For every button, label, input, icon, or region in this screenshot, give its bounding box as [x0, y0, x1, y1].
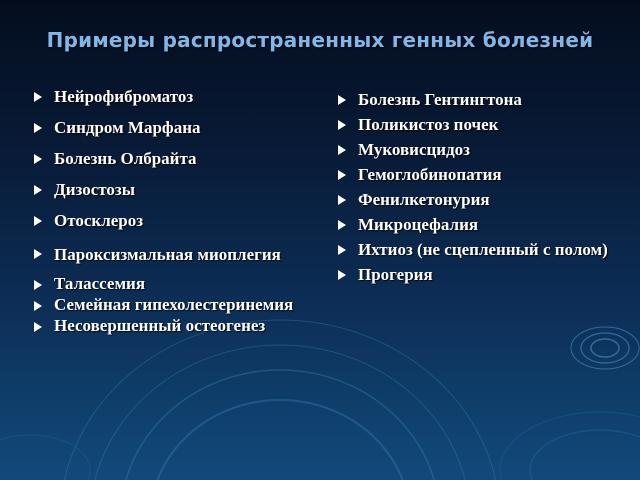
list-item: Болезнь Гентингтона	[336, 88, 616, 112]
list-item: Ихтиоз (не сцепленный с полом)	[336, 238, 616, 262]
list-item: Поликистоз почек	[336, 113, 616, 137]
list-item: Болезнь Олбрайта	[32, 148, 332, 170]
list-item: Отосклероз	[32, 210, 332, 232]
list-item: Нейрофиброматоз	[32, 86, 332, 108]
list-item: Дизостозы	[32, 179, 332, 201]
list-item: Талассемия	[32, 274, 332, 293]
list-item: Микроцефалия	[336, 213, 616, 237]
list-item: Прогерия	[336, 263, 616, 287]
slide-title: Примеры распространенных генных болезней	[46, 28, 594, 52]
list-item: Гемоглобинопатия	[336, 163, 616, 187]
list-item: Пароксизмальная миоплегия	[32, 241, 332, 268]
list-item: Несовершенный остеогенез	[32, 316, 332, 335]
list-item: Синдром Марфана	[32, 117, 332, 139]
right-disease-list	[336, 88, 616, 288]
list-item: Муковисцидоз	[336, 138, 616, 162]
left-disease-list	[32, 86, 332, 337]
list-item: Фенилкетонурия	[336, 188, 616, 212]
list-item: Семейная гипехолестеринемия	[32, 295, 332, 314]
